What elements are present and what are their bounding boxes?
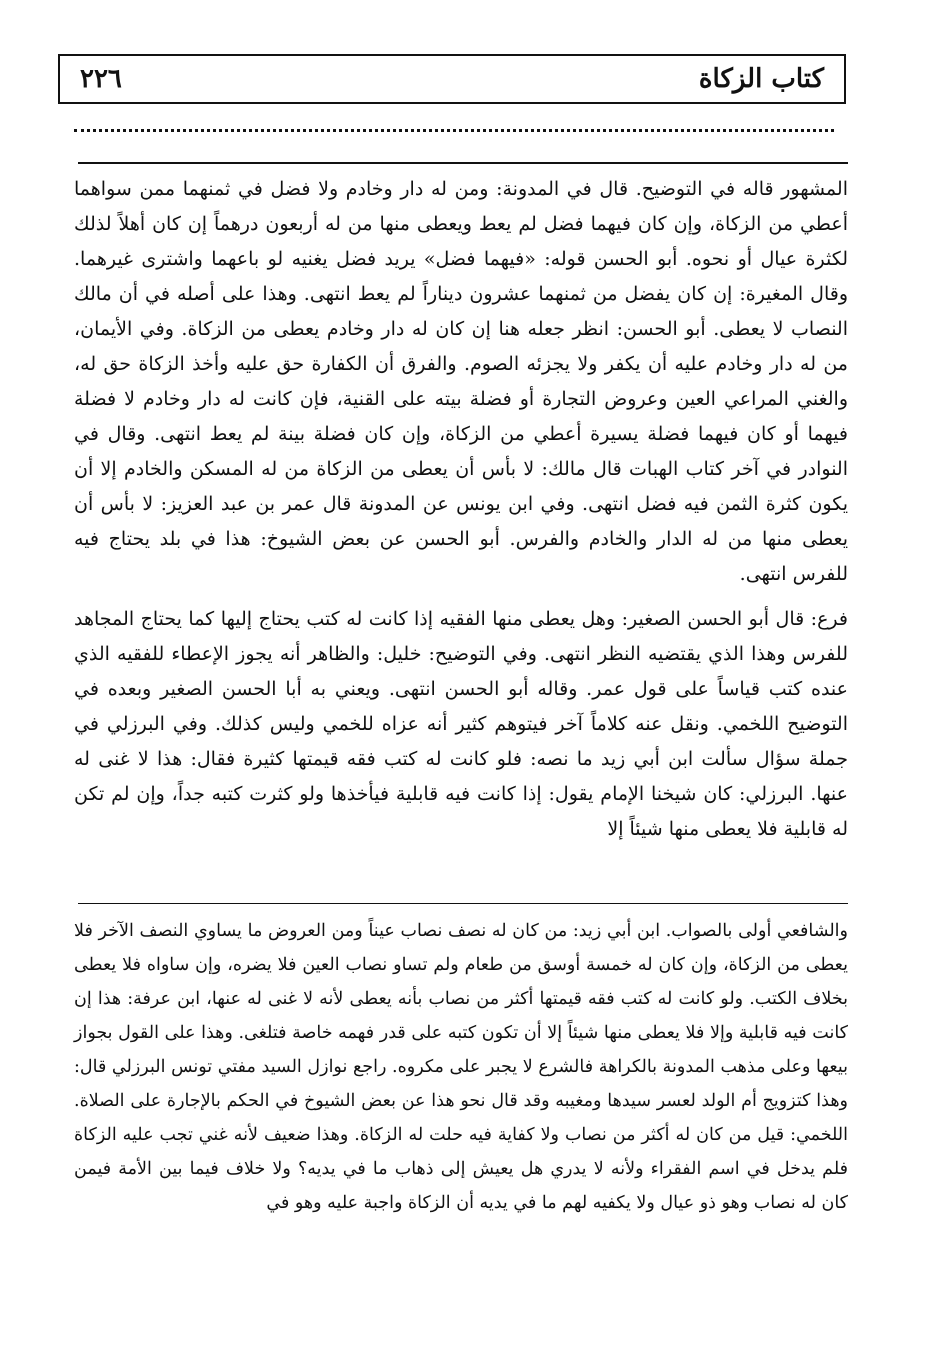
footnote-separator (78, 903, 848, 904)
running-header (58, 54, 846, 104)
main-paragraph: فرع: قال أبو الحسن الصغير: وهل يعطى منها الفقيه إذا كانت له كتب يحتاج إليها كما يحتاج المجاهد للفرس وهذا الذي يقتضيه النظر انتهى. وفي التوضيح: خليل: والظاهر أنه يجوز الإعطاء للفقيه الذي عنده كتب قياساً على قول عمر. وقاله أبو الحسن انتهى. ويعني به أبا الحسن الصغير وبعده في التوضيح اللخمي. ونقل عنه كلاماً آخر فيتوهم كثير أنه عزاه للخمي وليس كذلك. وفي البرزلي في جملة سؤال سألت ابن أبي زيد ما نصه: فلو كانت له كتب فقه قيمتها كثيرة فقال: هذا لا غنى له عنها. البرزلي: كان شيخنا الإمام يقول: إذا كانت فيه قابلية فيأخذها ولو كثرت كتبه جداً، وإن لم تكن له قابلية فلا يعطى منها شيئاً إلا (74, 608, 848, 840)
footnote-paragraph: والشافعي أولى بالصواب. ابن أبي زيد: من كان له نصف نصاب عيناً ومن العروض ما يساوي النصف الآخر فلا يعطى من الزكاة، وإن كان له خمسة أوسق من طعام ولم تساو نصاب العين فلا يضره، وإن ساواه فلا يعطى بخلاف الكتب. ولو كانت له كتب فقه قيمتها أكثر من نصاب بأنه يعطى لأنه لا غنى له عنها، ابن عرفة: هذا إن كانت فيه قابلية وإلا فلا يعطى منها شيئاً إلا أن تكون كتبه على قدر فهمه خاصة فتلغى. وهذا على القول بجواز بيعها وعلى مذهب المدونة بالكراهة فالشرع لا يجبر على مكروه. راجع نوازل السيد مفتي تونس البرزلي قال: وهذا كتزويج أم الولد لعسر سيدها ومغيبه وقد قال نحو هذا عن بعض الشيوخ في الحكم بالإجارة على الصلاة. اللخمي: قيل من كان له أكثر من نصاب ولا كفاية فيه حلت له الزكاة. وهذا ضعيف لأنه غني تجب عليه الزكاة فلم يدخل في اسم الفقراء ولأنه لا يدري هل يعيش إلى ذهاب ما في يديه؟ ولا خلاف فيما بين الأمة فيمن كان له نصاب وهو ذو عيال ولا يكفيه لهم ما في يديه أن الزكاة واجبة عليه وهو في (74, 921, 848, 1213)
main-paragraph: المشهور قاله في التوضيح. قال في المدونة: ومن له دار وخادم ولا فضل في ثمنهما ممن سواهما أعطي من الزكاة، وإن كان فيهما فضل لم يعط ويعطى منها من له أربعون درهماً إن كان أهلاً لذلك لكثرة عيال أو نحوه. أبو الحسن قوله: «فيهما فضل» يريد فضل يغنيه لو باعهما واشترى غيرهما. وقال المغيرة: إن كان يفضل من ثمنهما عشرون ديناراً لم يعط انتهى. وهذا على أصله في أن مالك النصاب لا يعطى. أبو الحسن: انظر جعله هنا إن كان له دار وخادم يعطى من الزكاة. وفي الأيمان، من له دار وخادم عليه أن يكفر ولا يجزئه الصوم. والفرق أن الكفارة حق عليه وأخذ الزكاة حق له، والغني المراعي العين وعروض التجارة أو فضلة بيته على القنية، فإن كانت له دار وخادم لا فضلة فيهما أو كان فيهما فضلة يسيرة أعطي من الزكاة، وإن كان فضلة بينة لم يعط انتهى. وقال في النوادر في آخر كتاب الهبات قال مالك: لا بأس أن يعطى من الزكاة من له المسكن والخادم إلا أن يكون كثرة الثمن فيه فضل انتهى. وفي ابن يونس عن المدونة قال عمر بن عبد العزيز: لا بأس أن يعطى منها من له الدار والخادم والفرس. أبو الحسن عن بعض الشيوخ: هذا في بلد يحتاج فيه للفرس انتهى. (74, 178, 848, 585)
dotted-separator (74, 118, 834, 132)
book-title: كتاب الزكاة (698, 64, 824, 94)
footnote-block (74, 914, 848, 1220)
page-number: ٢٢٦ (80, 64, 122, 94)
top-rule (78, 162, 848, 164)
main-text-block (74, 172, 848, 847)
